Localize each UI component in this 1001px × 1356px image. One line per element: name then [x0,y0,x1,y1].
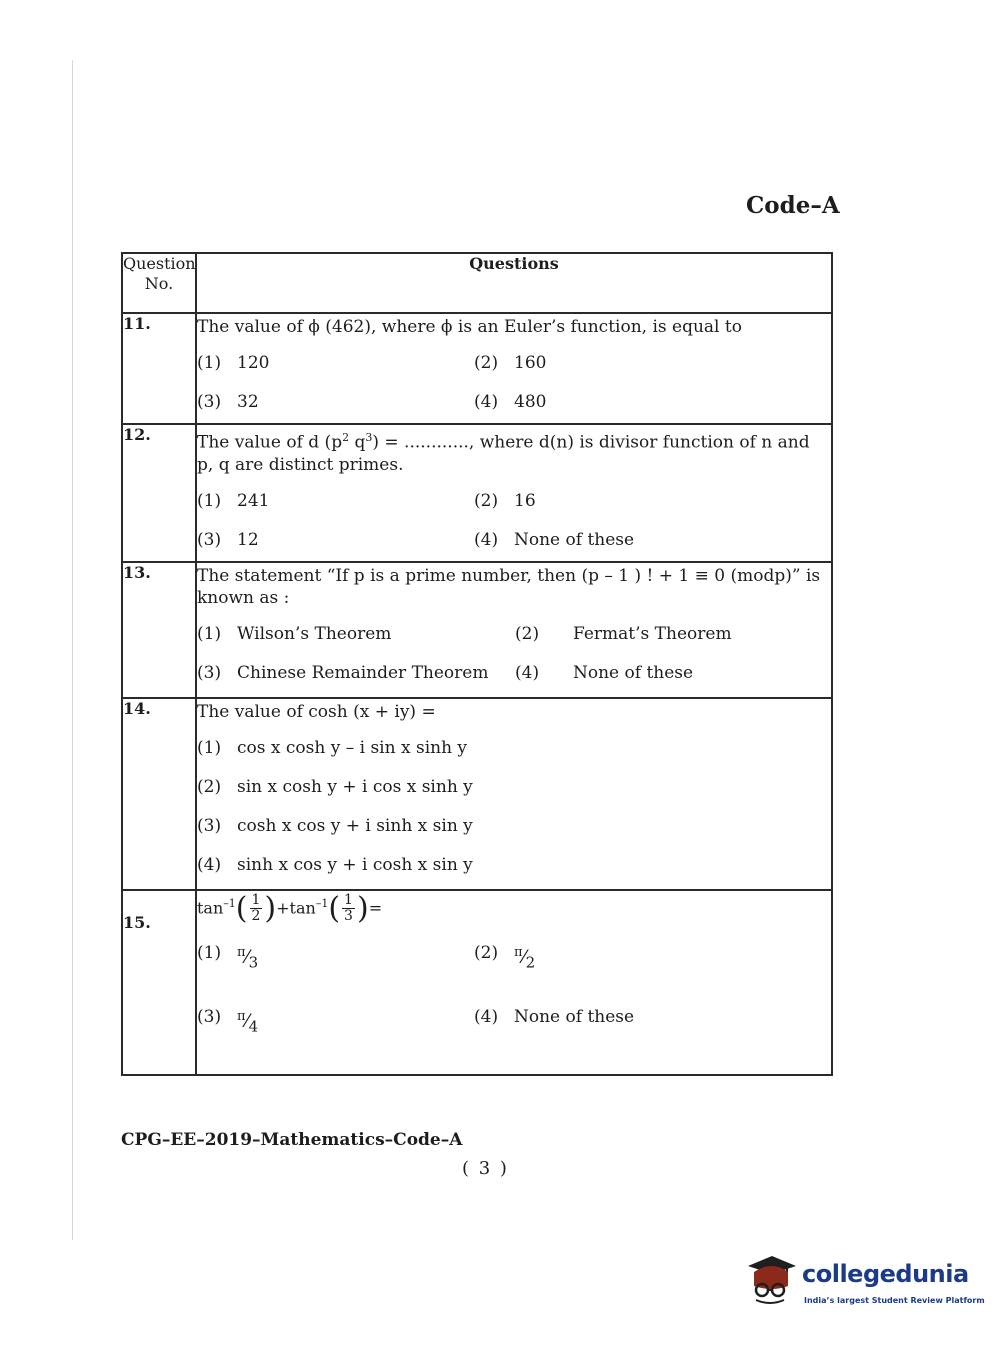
option: (3) 32 [197,392,259,412]
fraction: $\frac{1}{2}$ [251,891,261,924]
question-cell [196,890,832,1075]
question-number: 15. [122,890,196,1075]
option: (2) sin x cosh y + i cos x sinh y [197,776,473,797]
question-row [122,698,832,890]
column-header-questions: Questions [196,253,832,313]
table-header-row [122,253,832,313]
question-stem: $\tan^{-1}$( $\frac{1}{2}$ )$+\tan^{-1}$( $\frac{1}{3}$ )= [197,890,383,926]
question-stem: The statement “If p is a prime number, then (p – 1 ) ! + 1 ≡ 0 (modp)” is known as : [197,565,821,608]
question-number: 14. [122,698,196,890]
question-row [122,313,832,424]
fraction: $\frac{1}{3}$ [344,891,353,924]
question-stem: The value of ϕ (462), where ϕ is an Euler’s function, is equal to [197,317,742,337]
option: (2) 16 [474,490,536,511]
brand-tagline: India’s largest Student Review Platform [804,1296,985,1305]
question-stem: The value of d ($p^2$ $q^3$) = ............, where d(n) is divisor function of n and p, q are distinct primes. [197,431,810,475]
option: (4) sinh x cos y + i cosh x sin y [197,854,473,875]
option: (3) 12 [197,529,259,550]
option: (2) 160 [474,353,547,373]
option: (4) None of these [515,662,694,683]
question-cell [196,562,832,698]
brand-name: collegedunia [802,1260,969,1288]
question-number: 11. [122,313,196,424]
options-grid [197,490,831,561]
options-grid [197,623,831,694]
option: (1) 241 [197,490,270,511]
question-stem: The value of cosh (x + iy) = [197,701,436,722]
page-number: ( 3 ) [462,1158,509,1179]
option: (2) $^\pi⁄_2$ [474,942,536,972]
option: (1) cos x cosh y – i sin x sinh y [197,737,468,758]
options-grid [197,352,831,423]
question-cell [196,424,832,562]
question-number: 12. [122,424,196,562]
option: (4) None of these [474,529,635,550]
question-cell [196,313,832,424]
option: (4) 480 [474,392,547,412]
option: (1) 120 [197,353,270,373]
options-grid [197,737,831,886]
option: (1) $^\pi⁄_3$ [197,942,259,972]
questions-table [121,252,833,1076]
option: (1) Wilson’s Theorem [197,623,392,644]
option: (4) None of these [474,1006,635,1027]
code-label: Code–A [746,192,840,219]
option: (3) cosh x cos y + i sinh x sin y [197,815,473,836]
column-header-no: Question No. [122,253,196,313]
question-cell [196,698,832,890]
mascot-icon [742,1252,798,1308]
paper-code: CPG–EE–2019–Mathematics–Code–A [121,1130,463,1150]
question-row [122,890,832,1075]
options-grid [197,942,831,1047]
question-number: 13. [122,562,196,698]
scan-edge [72,60,73,1240]
question-row [122,562,832,698]
option: (2) Fermat’s Theorem [515,623,732,644]
question-row [122,424,832,562]
option: (3) Chinese Remainder Theorem [197,662,489,683]
option: (3) $^\pi⁄_4$ [197,1006,259,1036]
collegedunia-watermark [742,1250,985,1310]
